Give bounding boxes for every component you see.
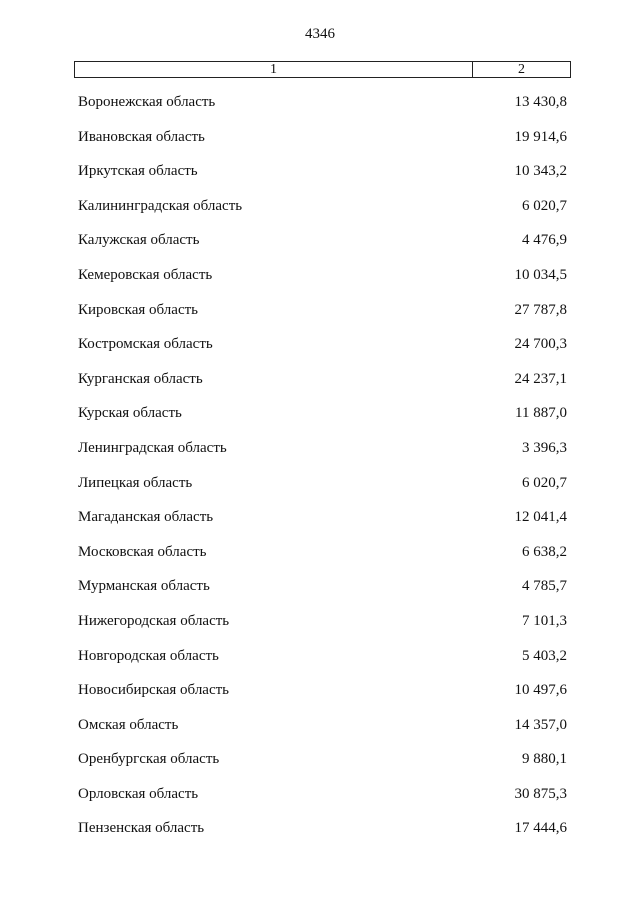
region-name: Пензенская область [78,820,205,837]
region-value: 24 700,3 [514,336,567,353]
region-name: Воронежская область [78,94,216,110]
table-row [0,747,640,782]
table-row [0,194,640,229]
table-row [0,125,640,160]
region-value: 10 497,6 [514,682,567,699]
region-name: Иркутская область [78,163,198,180]
region-value: 11 887,0 [515,405,567,422]
region-value: 14 357,0 [514,716,567,733]
region-value: 10 034,5 [514,266,567,283]
region-value: 7 101,3 [522,612,567,629]
table-row [0,782,640,817]
table-row [0,713,640,748]
region-value: 4 476,9 [522,232,567,249]
table-header [74,61,571,78]
table-row [0,505,640,540]
table-row [0,90,640,125]
region-name: Калининградская область [78,197,243,214]
column-header-1: 1 [75,62,473,77]
region-name: Омская область [78,716,179,733]
region-name: Нижегородская область [78,612,230,629]
region-name: Кемеровская область [78,266,213,283]
region-value: 6 638,2 [522,543,567,560]
region-name: Липецкая область [78,474,193,491]
region-name: Оренбургская область [78,751,220,768]
table-row [0,228,640,263]
region-value: 13 430,8 [514,94,567,110]
region-value: 3 396,3 [522,439,567,456]
region-value: 4 785,7 [522,578,567,595]
region-name: Курганская область [78,370,203,387]
table-row [0,678,640,713]
region-value: 10 343,2 [514,163,567,180]
region-value: 19 914,6 [514,128,567,145]
region-value: 30 875,3 [514,785,567,802]
table-row [0,298,640,333]
table-row [0,159,640,194]
table-row [0,332,640,367]
table-row [0,644,640,679]
region-value: 12 041,4 [514,509,567,526]
region-name: Магаданская область [78,509,214,526]
region-name: Новгородская область [78,647,219,664]
region-name: Ивановская область [78,128,205,145]
region-value: 6 020,7 [522,474,567,491]
region-value: 5 403,2 [522,647,567,664]
region-name: Мурманская область [78,578,210,595]
region-name: Костромская область [78,336,213,353]
region-value: 17 444,6 [514,820,567,837]
region-name: Ленинградская область [78,439,227,456]
region-value: 27 787,8 [514,301,567,318]
region-name: Московская область [78,543,207,560]
table-row [0,540,640,575]
region-name: Калужская область [78,232,200,249]
region-name: Курская область [78,405,182,422]
table-row [0,574,640,609]
region-value: 6 020,7 [522,197,567,214]
region-value: 24 237,1 [514,370,567,387]
region-name: Кировская область [78,301,199,318]
table-row [0,816,640,851]
table-row [0,471,640,506]
region-value: 9 880,1 [522,751,567,768]
page-number: 4346 [305,26,335,42]
column-header-2: 2 [518,62,525,77]
table-row [0,263,640,298]
table-row [0,401,640,436]
region-name: Новосибирская область [78,682,230,699]
table-row [0,367,640,402]
table-row [0,436,640,471]
table-row [0,609,640,644]
region-name: Орловская область [78,785,199,802]
table-body [0,90,640,851]
